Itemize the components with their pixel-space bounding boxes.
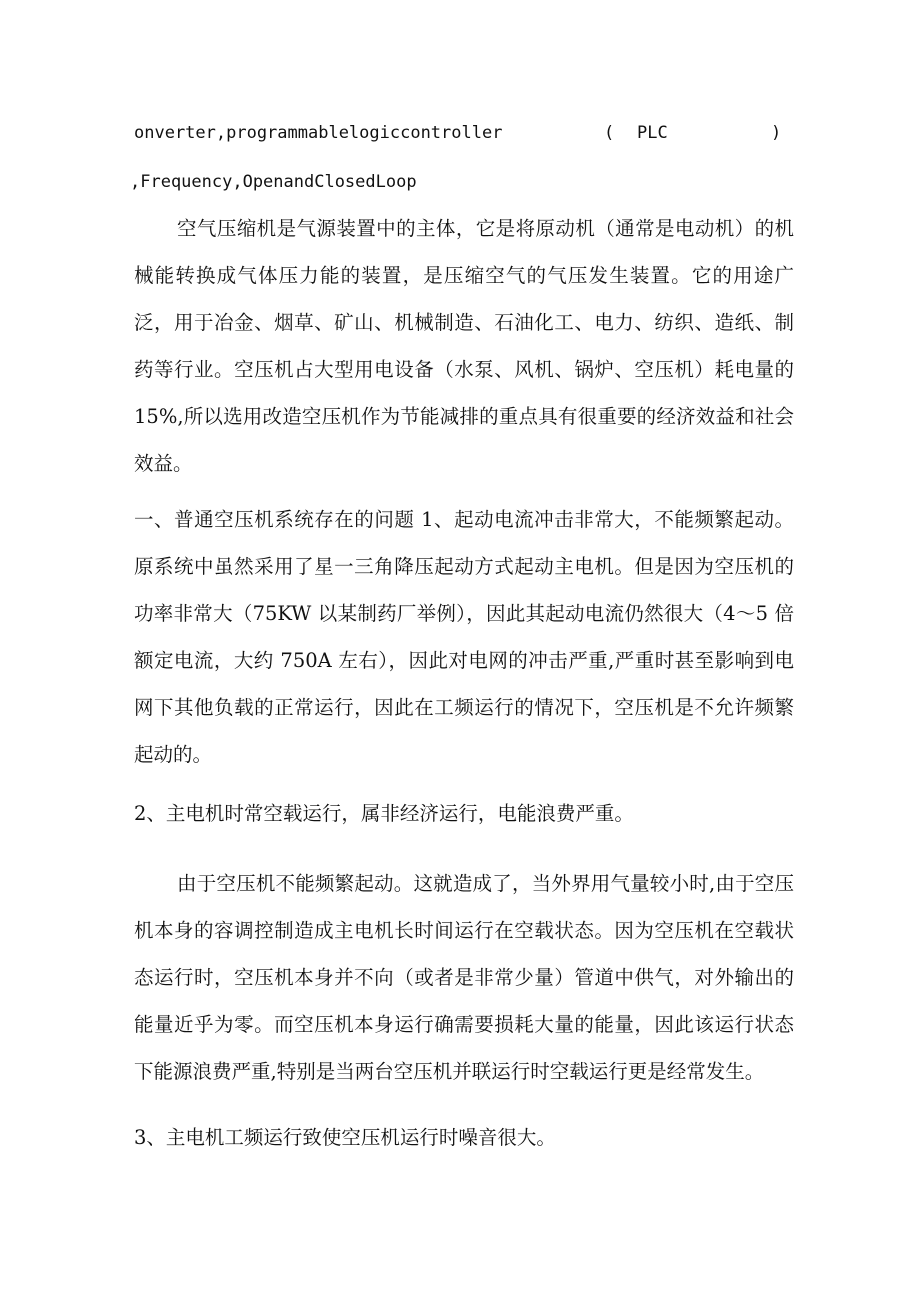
intro-paragraph: 空气压缩机是气源装置中的主体，它是将原动机（通常是电动机）的机械能转换成气体压力能的装置，是压缩空气的气压发生装置。它的用途广泛，用于冶金、烟草、矿山、机械制造、石油化工、电力、纺织、造纸、制药等行业。空压机占大型用电设备（水泵、风机、锅炉、空压机）耗电量的15%,所以选用改造空压机作为节能减排的重点具有很重要的经济效益和社会效益。 (134, 217, 794, 475)
problem-1-paragraph: 一、普通空压机系统存在的问题 1、起动电流冲击非常大，不能频繁起动。原系统中虽然采用了星一三角降压起动方式起动主电机。但是因为空压机的功率非常大（75KW 以某制药厂举例），因此其起动电流仍然很大（4～5 倍额定电流，大约 750A 左右），因此对电网的冲击严重,严重时甚至影响到电网下其他负载的正常运行，因此在工频运行的情况下，空压机是不允许频繁起动的。 (134, 508, 794, 766)
cause-paragraph: 由于空压机不能频繁起动。这就造成了，当外界用气量较小时,由于空压机本身的容调控制造成主电机长时间运行在空载状态。因为空压机在空载状态运行时，空压机本身并不向（或者是非常少量）管道中供气，对外输出的能量近乎为零。而空压机本身运行确需要损耗大量的能量，因此该运行状态下能源浪费严重,特别是当两台空压机并联运行时空载运行更是经常发生。 (134, 872, 794, 1083)
problem-3-paragraph: 3、主电机工频运行致使空压机运行时噪音很大。 (134, 1126, 556, 1149)
problem-2-paragraph: 2、主电机时常空载运行，属非经济运行，电能浪费严重。 (134, 802, 634, 825)
keywords-plc-open-paren: ( (604, 123, 615, 143)
keywords-plc-close-paren: ) (771, 123, 782, 143)
keywords-line-1: onverter,programmablelogiccontroller (134, 123, 503, 143)
keywords-plc: PLC (637, 123, 668, 143)
keywords-line-2: ,Frequency,OpenandClosedLoop (130, 172, 417, 192)
